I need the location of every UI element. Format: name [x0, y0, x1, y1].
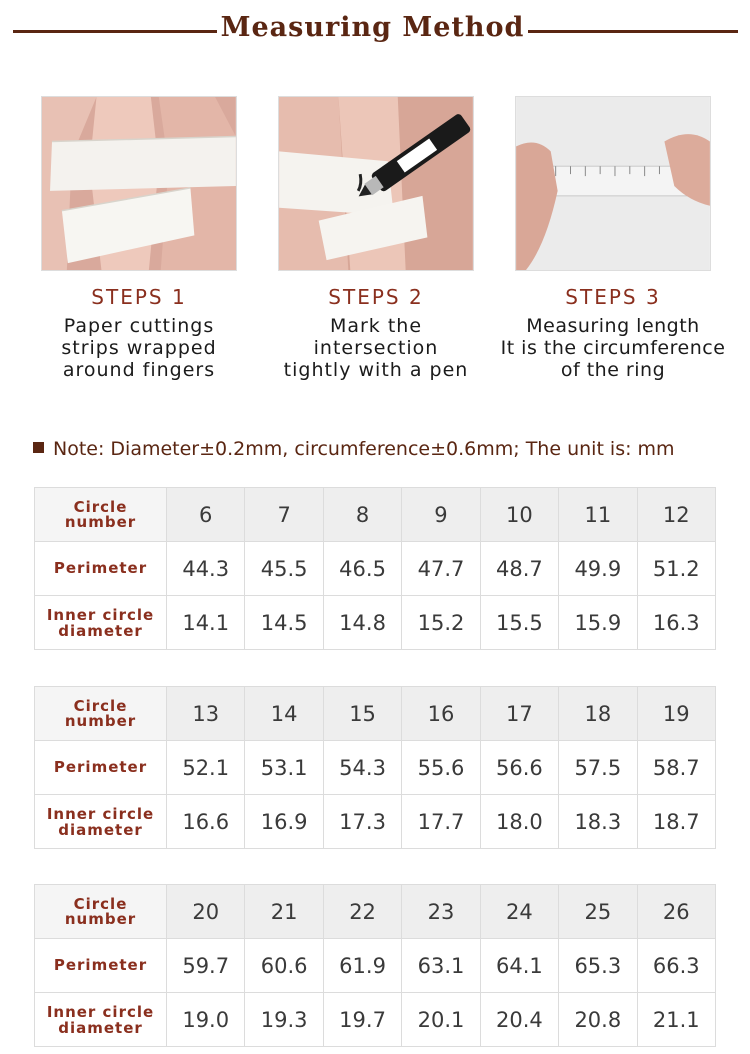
perimeter-cell: 56.6	[480, 741, 558, 795]
size-table-3	[34, 884, 716, 1047]
inner-diameter-row	[35, 993, 716, 1047]
circle-number-cell: 10	[480, 488, 558, 542]
inner-label-line-1: Inner circle	[46, 605, 155, 624]
perimeter-cell: 55.6	[402, 741, 480, 795]
perimeter-cell: 63.1	[402, 939, 480, 993]
step-3-line-3: of the ring	[560, 359, 666, 381]
step-3-label: STEPS 3	[565, 285, 661, 309]
inner-diameter-cell: 18.7	[637, 795, 715, 849]
perimeter-cell: 58.7	[637, 741, 715, 795]
step-2-label: STEPS 2	[328, 285, 424, 309]
step-2-line-3: tightly with a pen	[283, 359, 469, 381]
inner-diameter-cell: 20.1	[402, 993, 480, 1047]
step-2-description	[278, 315, 474, 381]
size-table-2	[34, 686, 716, 849]
circle-number-cell: 13	[167, 687, 245, 741]
perimeter-cell: 59.7	[167, 939, 245, 993]
step-1-line-2: strips wrapped	[61, 337, 217, 359]
circle-number-cell: 20	[167, 885, 245, 939]
inner-diameter-cell: 15.2	[402, 596, 480, 650]
inner-diameter-cell: 19.0	[167, 993, 245, 1047]
circle-number-row	[35, 687, 716, 741]
inner-diameter-cell: 17.7	[402, 795, 480, 849]
circle-number-cell: 25	[559, 885, 637, 939]
inner-label-line-2: diameter	[58, 621, 143, 640]
circle-number-label: Circle number	[35, 885, 167, 939]
perimeter-cell: 46.5	[323, 542, 401, 596]
step-1-line-1: Paper cuttings	[63, 315, 215, 337]
inner-diameter-cell: 20.4	[480, 993, 558, 1047]
step-1-description	[41, 315, 237, 381]
perimeter-cell: 61.9	[323, 939, 401, 993]
inner-diameter-cell: 16.9	[245, 795, 323, 849]
circle-number-cell: 24	[480, 885, 558, 939]
perimeter-cell: 47.7	[402, 542, 480, 596]
circle-number-cell: 7	[245, 488, 323, 542]
circle-number-row	[35, 488, 716, 542]
circle-number-cell: 21	[245, 885, 323, 939]
note-text: Note: Diameter±0.2mm, circumference±0.6mm; The unit is: mm	[53, 438, 675, 460]
inner-diameter-cell: 15.5	[480, 596, 558, 650]
tolerance-note	[33, 438, 675, 460]
circle-number-cell: 14	[245, 687, 323, 741]
inner-diameter-label	[35, 993, 167, 1047]
perimeter-cell: 66.3	[637, 939, 715, 993]
step-1-label: STEPS 1	[91, 285, 187, 309]
inner-diameter-cell: 18.3	[559, 795, 637, 849]
inner-label-line-1: Inner circle	[46, 1002, 155, 1021]
perimeter-label: Perimeter	[35, 939, 167, 993]
perimeter-cell: 53.1	[245, 741, 323, 795]
inner-diameter-label	[35, 596, 167, 650]
step-3-line-1: Measuring length	[526, 315, 700, 337]
inner-diameter-cell: 19.7	[323, 993, 401, 1047]
inner-diameter-cell: 15.9	[559, 596, 637, 650]
circle-number-cell: 6	[167, 488, 245, 542]
step-2-line-2: intersection	[313, 337, 439, 359]
inner-diameter-cell: 16.3	[637, 596, 715, 650]
circle-number-cell: 19	[637, 687, 715, 741]
step-1	[41, 96, 237, 381]
perimeter-cell: 54.3	[323, 741, 401, 795]
circle-number-cell: 22	[323, 885, 401, 939]
perimeter-cell: 57.5	[559, 741, 637, 795]
inner-diameter-cell: 14.8	[323, 596, 401, 650]
circle-number-cell: 17	[480, 687, 558, 741]
inner-label-line-2: diameter	[58, 820, 143, 839]
step-3-description	[485, 315, 741, 381]
step-3	[500, 96, 726, 381]
inner-diameter-cell: 14.5	[245, 596, 323, 650]
circle-number-cell: 9	[402, 488, 480, 542]
inner-diameter-label	[35, 795, 167, 849]
circle-number-cell: 8	[323, 488, 401, 542]
perimeter-cell: 45.5	[245, 542, 323, 596]
circle-number-cell: 23	[402, 885, 480, 939]
circle-number-cell: 15	[323, 687, 401, 741]
perimeter-row	[35, 542, 716, 596]
inner-diameter-cell: 17.3	[323, 795, 401, 849]
perimeter-label: Perimeter	[35, 741, 167, 795]
perimeter-label: Perimeter	[35, 542, 167, 596]
inner-label-line-1: Inner circle	[46, 804, 155, 823]
header	[0, 12, 750, 50]
step-2-photo	[278, 96, 474, 271]
inner-diameter-row	[35, 795, 716, 849]
step-1-line-3: around fingers	[62, 359, 216, 381]
step-3-photo	[515, 96, 711, 271]
step-2	[278, 96, 474, 381]
inner-diameter-cell: 16.6	[167, 795, 245, 849]
inner-diameter-row	[35, 596, 716, 650]
header-divider-right	[528, 30, 738, 33]
size-table-1	[34, 487, 716, 650]
circle-number-label: Circle number	[35, 687, 167, 741]
perimeter-cell: 65.3	[559, 939, 637, 993]
circle-number-cell: 16	[402, 687, 480, 741]
inner-label-line-2: diameter	[58, 1018, 143, 1037]
circle-number-cell: 12	[637, 488, 715, 542]
header-divider-left	[13, 30, 217, 33]
inner-diameter-cell: 21.1	[637, 993, 715, 1047]
perimeter-row	[35, 741, 716, 795]
perimeter-cell: 49.9	[559, 542, 637, 596]
inner-diameter-cell: 20.8	[559, 993, 637, 1047]
perimeter-cell: 44.3	[167, 542, 245, 596]
inner-diameter-cell: 18.0	[480, 795, 558, 849]
step-2-line-1: Mark the	[329, 315, 423, 337]
step-1-photo	[41, 96, 237, 271]
circle-number-row	[35, 885, 716, 939]
circle-number-label: Circle number	[35, 488, 167, 542]
perimeter-cell: 52.1	[167, 741, 245, 795]
perimeter-row	[35, 939, 716, 993]
note-bullet-icon	[33, 442, 44, 453]
circle-number-cell: 11	[559, 488, 637, 542]
perimeter-cell: 51.2	[637, 542, 715, 596]
page-title: Measuring Method	[220, 12, 525, 43]
perimeter-cell: 48.7	[480, 542, 558, 596]
circle-number-cell: 18	[559, 687, 637, 741]
perimeter-cell: 60.6	[245, 939, 323, 993]
circle-number-cell: 26	[637, 885, 715, 939]
step-3-line-2: It is the circumference	[500, 337, 726, 359]
perimeter-cell: 64.1	[480, 939, 558, 993]
inner-diameter-cell: 19.3	[245, 993, 323, 1047]
inner-diameter-cell: 14.1	[167, 596, 245, 650]
